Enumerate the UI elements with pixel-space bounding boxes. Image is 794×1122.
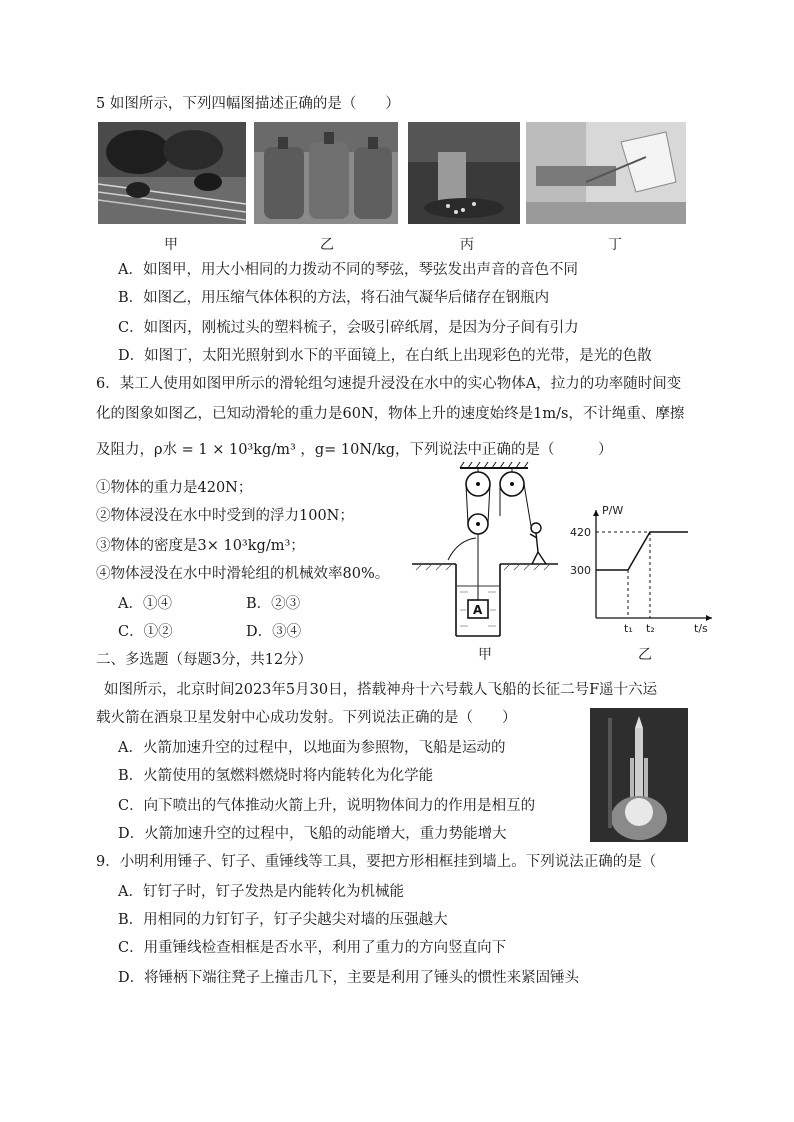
q5-option-c: C．如图丙，刚梳过头的塑料梳子，会吸引碎纸屑，是因为分子间有引力: [118, 320, 579, 336]
graph-ylabel: P/W: [602, 504, 624, 517]
q6-choice-c: C．①②: [118, 624, 173, 640]
q5-option-b: B．如图乙，用压缩气体体积的方法，将石油气凝华后储存在钢瓶内: [118, 290, 550, 306]
object-a-label: A: [473, 603, 483, 617]
q8-option-a: A．火箭加速升空的过程中，以地面为参照物，飞船是运动的: [118, 740, 506, 756]
fig-yi-caption: 乙: [638, 647, 652, 663]
q6-statement-4: ④物体浸没在水中时滑轮组的机械效率80%。: [96, 566, 390, 582]
q6-statement-2: ②物体浸没在水中时受到的浮力100N；: [96, 508, 354, 524]
caption-ding: 丁: [608, 237, 622, 253]
q5-stem: 5 如图所示，下列四幅图描述正确的是（ ）: [96, 96, 400, 112]
power-series-line: [596, 532, 688, 570]
q8-option-d: D．火箭加速升空的过程中，飞船的动能增大，重力势能增大: [118, 826, 507, 842]
q6-choice-b: B．②③: [246, 596, 301, 612]
ytick-420: 420: [570, 526, 591, 539]
xtick-t1: t₁: [624, 622, 633, 635]
q6-stem-line2: 化的图象如图乙，已知动滑轮的重力是60N，物体上升的速度始终是1m/s，不计绳重、摩擦: [96, 406, 685, 422]
q6-choice-a: A．①④: [118, 596, 172, 612]
photo-rocket-launch: [590, 708, 688, 842]
pulley-diagram: [408, 460, 564, 650]
photo-ding-mirror-dispersion: [526, 122, 686, 224]
q5-option-d: D．如图丁，太阳光照射到水下的平面镜上，在白纸上出现彩色的光带，是光的色散: [118, 348, 652, 364]
q9-stem: 9．小明利用锤子、钉子、重锤线等工具，要把方形相框挂到墙上。下列说法正确的是（: [96, 854, 657, 870]
q6-stem-line3: 及阻力，ρ水 = 1 × 10³kg/m³ ，g= 10N/kg，下列说法中正确的是（ ）: [96, 442, 613, 458]
q8-option-c: C．向下喷出的气体推动火箭上升，说明物体间力的作用是相互的: [118, 798, 536, 814]
q8-stem-line2: 载火箭在酒泉卫星发射中心成功发射。下列说法正确的是（ ）: [96, 710, 517, 726]
q8-stem-line1: 如图所示，北京时间2023年5月30日，搭载神舟十六号载人飞船的长征二号F遥十六运: [104, 682, 658, 698]
q5-option-a: A．如图甲，用大小相同的力拨动不同的琴弦，琴弦发出声音的音色不同: [118, 262, 578, 278]
photo-jia-guitar-strings: [98, 122, 246, 224]
fig-jia-caption: 甲: [478, 647, 492, 663]
q6-choice-d: D．③④: [246, 624, 302, 640]
worker-figure: [530, 523, 546, 564]
q6-stem-line1: 6．某工人使用如图甲所示的滑轮组匀速提升浸没在水中的实心物体A，拉力的功率随时间变: [96, 376, 682, 392]
q8-option-b: B．火箭使用的氢燃料燃烧时将内能转化为化学能: [118, 768, 434, 784]
q6-statement-3: ③物体的密度是3× 10³kg/m³；: [96, 538, 305, 554]
q6-statement-1: ①物体的重力是420N；: [96, 480, 253, 496]
caption-bing: 丙: [460, 237, 474, 253]
section-heading: 二、多选题（每题3分，共12分）: [96, 652, 313, 668]
power-time-graph: [566, 500, 716, 636]
caption-yi: 乙: [320, 237, 334, 253]
q9-option-a: A．钉钉子时，钉子发热是内能转化为机械能: [118, 884, 404, 900]
q9-option-b: B．用相同的力钉钉子，钉子尖越尖对墙的压强越大: [118, 912, 448, 928]
q9-option-d: D．将锤柄下端往凳子上撞击几下，主要是利用了锤头的惯性来紧固锤头: [118, 970, 580, 986]
ytick-300: 300: [570, 564, 591, 577]
graph-xlabel: t/s: [694, 622, 708, 635]
caption-jia: 甲: [164, 237, 178, 253]
q9-option-c: C．用重锤线检查相框是否水平，利用了重力的方向竖直向下: [118, 940, 507, 956]
xtick-t2: t₂: [646, 622, 655, 635]
photo-bing-comb-paper: [408, 122, 520, 224]
photo-yi-gas-cylinders: [254, 122, 398, 224]
